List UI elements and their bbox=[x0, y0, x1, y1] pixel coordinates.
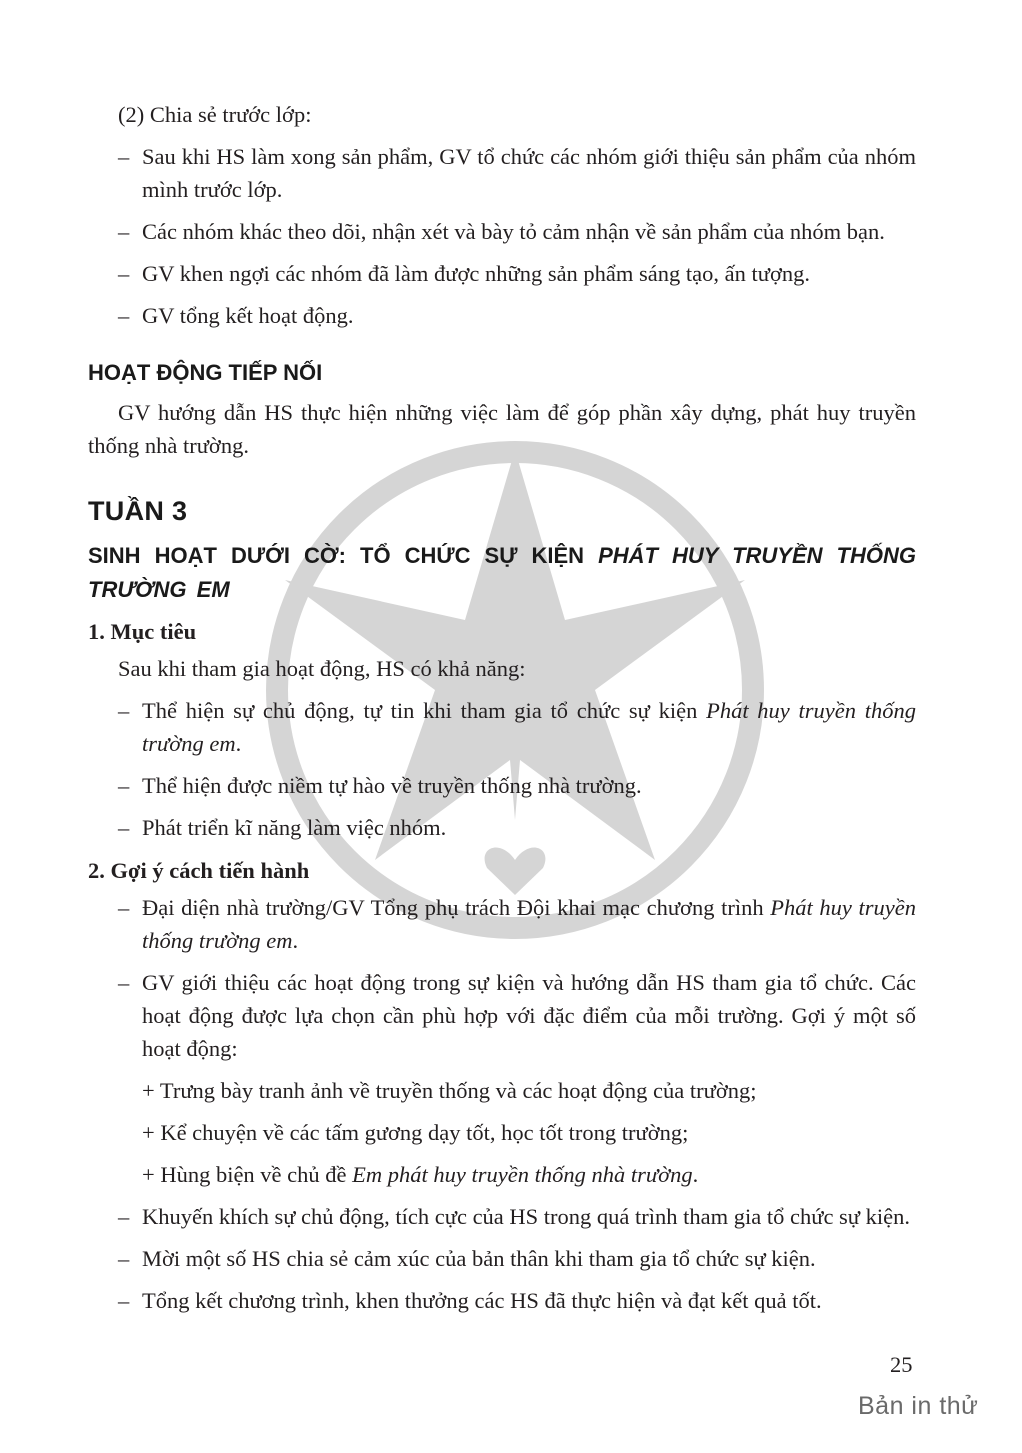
guide-subitem-prefix: + Hùng biện về chủ đề bbox=[142, 1162, 353, 1187]
dash-mark: – bbox=[118, 698, 130, 723]
objective-item bbox=[88, 811, 916, 844]
dash-mark: – bbox=[118, 1288, 130, 1313]
guide-subitem-italic: Em phát huy truyền thống nhà trường bbox=[352, 1162, 693, 1187]
guide-item-suffix: . bbox=[292, 928, 299, 953]
dash-mark: – bbox=[118, 303, 130, 328]
share-item-text: GV khen ngợi các nhóm đã làm được những sản phẩm sáng tạo, ấn tượng. bbox=[142, 261, 810, 286]
dash-mark: – bbox=[118, 144, 130, 169]
dash-mark: – bbox=[118, 261, 130, 286]
guide-subitem: + Kể chuyện về các tấm gương dạy tốt, học tốt trong trường; bbox=[142, 1120, 689, 1145]
dash-mark: – bbox=[118, 773, 130, 798]
dash-mark: – bbox=[118, 970, 130, 995]
guide-subitem bbox=[88, 1158, 916, 1191]
dash-mark: – bbox=[118, 1204, 130, 1229]
follow-up-text: GV hướng dẫn HS thực hiện những việc làm để góp phần xây dựng, phát huy truyền thống nhà trường. bbox=[88, 400, 916, 458]
dash-mark: – bbox=[118, 815, 130, 840]
guide-item-text: Tổng kết chương trình, khen thưởng các HS đã thực hiện và đạt kết quả tốt. bbox=[142, 1288, 822, 1313]
dash-mark: – bbox=[118, 1246, 130, 1271]
share-item bbox=[88, 299, 916, 332]
guide-subitem: + Trưng bày tranh ảnh về truyền thống và các hoạt động của trường; bbox=[142, 1078, 757, 1103]
guide-item-text: Mời một số HS chia sẻ cảm xúc của bản thân khi tham gia tổ chức sự kiện. bbox=[142, 1246, 816, 1271]
share-item bbox=[88, 140, 916, 206]
guide-item bbox=[88, 1242, 916, 1275]
share-item-text: Các nhóm khác theo dõi, nhận xét và bày tỏ cảm nhận về sản phẩm của nhóm bạn. bbox=[142, 219, 885, 244]
guide-item-prefix: Đại diện nhà trường/GV Tổng phụ trách Đội khai mạc chương trình bbox=[142, 895, 771, 920]
page-number: 25 bbox=[890, 1352, 913, 1377]
share-item bbox=[88, 257, 916, 290]
follow-up-heading: HOẠT ĐỘNG TIẾP NỐI bbox=[88, 360, 323, 385]
week-subtitle-italic: PHÁT HUY TRUYỀN THỐNG TRƯỜNG EM bbox=[88, 543, 916, 602]
guide-item-text: Khuyến khích sự chủ động, tích cực của HS trong quá trình tham gia tổ chức sự kiện. bbox=[142, 1204, 910, 1229]
share-item-text: GV tổng kết hoạt động. bbox=[142, 303, 354, 328]
objective-item-italic: Phát huy truyền thống trường em bbox=[142, 698, 916, 756]
guide-item-italic: Phát huy truyền thống trường em bbox=[142, 895, 917, 953]
share-item bbox=[88, 215, 916, 248]
share-intro: (2) Chia sẻ trước lớp: bbox=[118, 102, 312, 127]
week-title: TUẦN 3 bbox=[88, 496, 188, 526]
guide-item bbox=[88, 1284, 916, 1317]
page-content bbox=[88, 98, 916, 1326]
share-item-text: Sau khi HS làm xong sản phẩm, GV tổ chức các nhóm giới thiệu sản phẩm của nhóm mình trước lớp. bbox=[142, 144, 916, 202]
guide-subitem-suffix: . bbox=[692, 1162, 699, 1187]
objective-item-suffix: . bbox=[235, 731, 242, 756]
dash-mark: – bbox=[118, 219, 130, 244]
objective-item-text: Thể hiện được niềm tự hào về truyền thống nhà trường. bbox=[142, 773, 642, 798]
objective-item bbox=[88, 694, 916, 760]
week-subtitle-prefix: SINH HOẠT DƯỚI CỜ: TỔ CHỨC SỰ KIỆN bbox=[88, 543, 599, 568]
objectives-intro: Sau khi tham gia hoạt động, HS có khả năng: bbox=[118, 656, 526, 681]
guide-heading: 2. Gợi ý cách tiến hành bbox=[88, 858, 310, 883]
guide-item bbox=[88, 891, 916, 957]
objective-item-text: Phát triển kĩ năng làm việc nhóm. bbox=[142, 815, 447, 840]
guide-item bbox=[88, 966, 916, 1065]
objectives-heading: 1. Mục tiêu bbox=[88, 619, 197, 644]
week-subtitle bbox=[88, 539, 916, 607]
objective-item-prefix: Thể hiện sự chủ động, tự tin khi tham gia tổ chức sự kiện bbox=[142, 698, 707, 723]
dash-mark: – bbox=[118, 895, 130, 920]
objective-item bbox=[88, 769, 916, 802]
guide-item-text: GV giới thiệu các hoạt động trong sự kiện và hướng dẫn HS tham gia tổ chức. Các hoạt động được lựa chọn cần phù hợp với đặc điểm của mỗi trường. Gợi ý một số hoạt động: bbox=[142, 970, 916, 1061]
guide-item bbox=[88, 1200, 916, 1233]
print-proof-label: Bản in thử bbox=[858, 1392, 979, 1420]
